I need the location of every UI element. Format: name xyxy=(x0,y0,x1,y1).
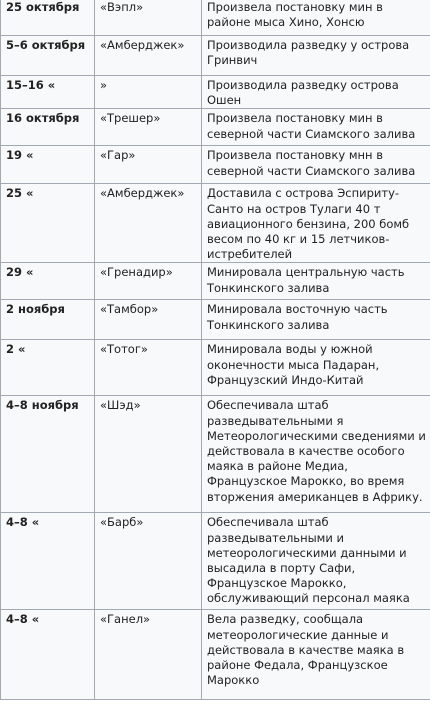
date-cell: 4–8 « xyxy=(1,610,95,700)
date-cell: 2 ноября xyxy=(1,300,95,340)
table-row xyxy=(1,263,430,300)
submarine-cell: «Гренадир» xyxy=(95,263,202,300)
date-cell: 19 « xyxy=(1,146,95,184)
submarine-cell: «Вэпл» xyxy=(95,0,202,36)
table-row xyxy=(1,396,430,513)
table-row xyxy=(1,0,430,36)
action-cell: Произвела постановку мнн в северной части Сиамского залива xyxy=(202,146,430,184)
table-row xyxy=(1,513,430,610)
table-row xyxy=(1,109,430,146)
table-row xyxy=(1,300,430,340)
date-cell: 15–16 « xyxy=(1,76,95,109)
date-cell: 25 « xyxy=(1,184,95,263)
table-row xyxy=(1,146,430,184)
table-row xyxy=(1,610,430,700)
submarine-cell: «Амберджек» xyxy=(95,36,202,76)
submarine-cell: «Амберджек» xyxy=(95,184,202,263)
action-cell: Минировала воды у южной оконечности мыса Падаран, Французский Индо-Китай xyxy=(202,340,430,396)
action-cell: Обеспечивала штаб разведывательными и метеорологическими данными и высадила в порту Сафи, Французское Марокко, обслуживающий персонал маяка xyxy=(202,513,430,610)
action-cell: Вела разведку, сообщала метеорологические данные и действовала в качестве маяка в районе Федала, Французское Марокко xyxy=(202,610,430,700)
submarine-cell: «Шэд» xyxy=(95,396,202,513)
date-cell: 25 октября xyxy=(1,0,95,36)
submarine-cell: » xyxy=(95,76,202,109)
action-cell: Доставила с острова Эспириту-Санто на остров Тулаги 40 т авиационного бензина, 200 бомб весом по 40 кг и 15 летчиков-истребителей xyxy=(202,184,430,263)
date-cell: 2 « xyxy=(1,340,95,396)
table-row xyxy=(1,36,430,76)
submarine-cell: «Тамбор» xyxy=(95,300,202,340)
table-row xyxy=(1,76,430,109)
submarine-cell: «Гар» xyxy=(95,146,202,184)
date-cell: 16 октября xyxy=(1,109,95,146)
table-row xyxy=(1,184,430,263)
date-cell: 29 « xyxy=(1,263,95,300)
action-cell: Производила разведку острова Ошен xyxy=(202,76,430,109)
table-row xyxy=(1,340,430,396)
submarine-cell: «Тотог» xyxy=(95,340,202,396)
action-cell: Минировала восточную часть Тонкинского залива xyxy=(202,300,430,340)
action-cell: Минировала центральную часть Тонкинского залива xyxy=(202,263,430,300)
date-cell: 4–8 ноября xyxy=(1,396,95,513)
submarine-cell: «Ганел» xyxy=(95,610,202,700)
action-cell: Произвела постановку мин в северной части Сиамского залива xyxy=(202,109,430,146)
submarine-cell: «Трешер» xyxy=(95,109,202,146)
date-cell: 4–8 « xyxy=(1,513,95,610)
action-cell: Произвела постановку мин в районе мыса Хино, Хонсю xyxy=(202,0,430,36)
action-cell: Производила разведку у острова Гринвич xyxy=(202,36,430,76)
action-cell: Обеспечивала штаб разведывательными я Метеорологическими сведениями и действовала в качестве особого маяка в районе Медиа, Французское Марокко, во время вторжения американцев в Африку. xyxy=(202,396,430,513)
submarine-cell: «Барб» xyxy=(95,513,202,610)
date-cell: 5–6 октября xyxy=(1,36,95,76)
